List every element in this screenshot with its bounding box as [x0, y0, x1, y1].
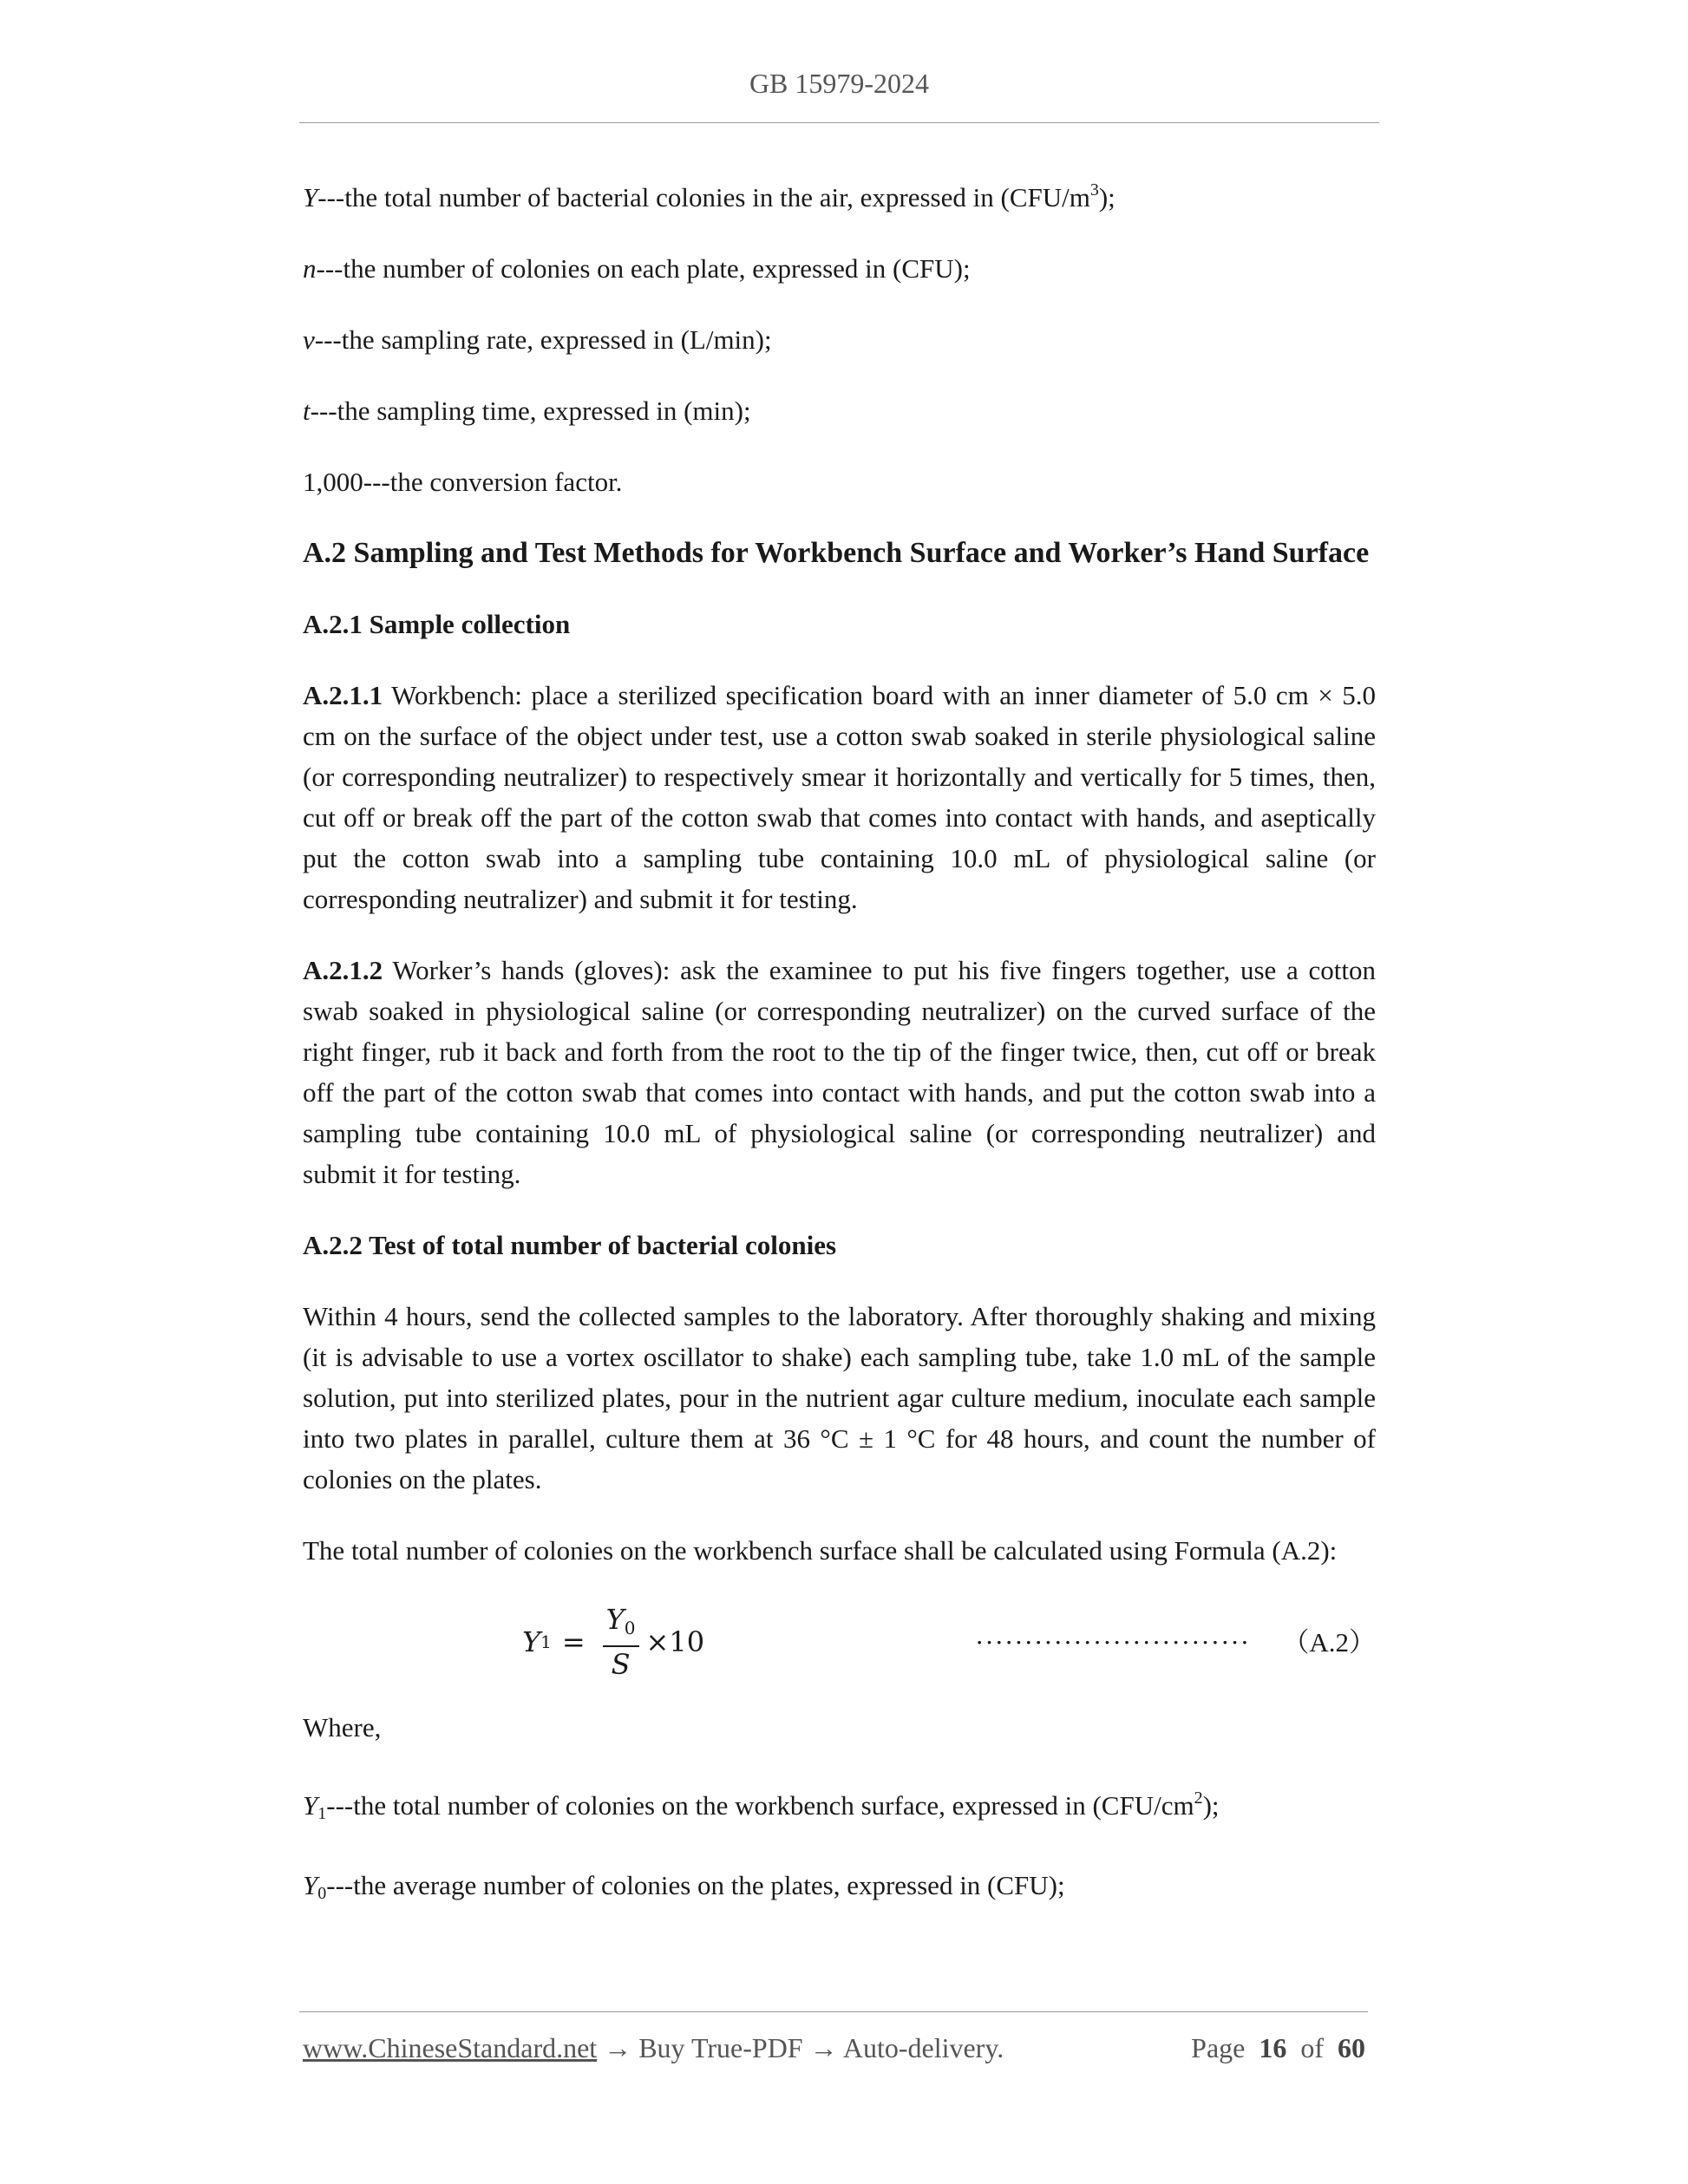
- page-number: 16: [1259, 2032, 1287, 2063]
- formula-expression: Y 1 = $\frac{Y_0}{S}$ ×10: [522, 1603, 705, 1681]
- header-divider: [299, 122, 1379, 123]
- definition-t: t---the sampling time, expressed in (min);: [303, 396, 751, 426]
- paragraph-formula-intro: The total number of colonies on the workbench surface shall be calculated using Formula (A.2):: [303, 1535, 1338, 1566]
- formula-a2: [303, 1601, 1376, 1683]
- definition-n: n---the number of colonies on each plate, expressed in (CFU);: [303, 253, 971, 284]
- section-heading-a2: A.2 Sampling and Test Methods for Workbench Surface and Worker’s Hand Surface: [303, 537, 1370, 569]
- footer-divider: [299, 2011, 1368, 2012]
- delivery-text: Auto-delivery.: [842, 2032, 1004, 2063]
- paragraph-a22: Within 4 hours, send the collected samples to the laboratory. After thoroughly shaking and mixing (it is advisable to use a vortex oscillator to shake) each sampling tube, take 1.0 mL of the sample solution, put into sterilized plates, pour in the nutrient agar culture medium, inoculate each sample into two plates in parallel, culture them at 36 °C ± 1 °C for 48 hours, and count the number of colonies on the plates.: [303, 1301, 1376, 1494]
- definition-conversion-factor: 1,000---the conversion factor.: [303, 467, 623, 497]
- buy-link[interactable]: Buy True-PDF: [638, 2032, 803, 2063]
- definition-y1: $Y_1--$-the total number of colonies on the workbench surface, expressed in $(CFU/cm^2)$;: [303, 1788, 1220, 1823]
- page-header: GB 15979-2024: [749, 68, 930, 99]
- definition-y0: $Y_0--$-the average number of colonies on the plates, expressed in (CFU);: [303, 1870, 1065, 1903]
- where-label: Where,: [303, 1712, 382, 1743]
- formula-leader-dots: ····························: [975, 1626, 1251, 1658]
- page-footer: www.ChineseStandard.net → Buy True-PDF → Auto-delivery. Page 16 of 60: [303, 2032, 1365, 2063]
- page-content: [303, 170, 1376, 1945]
- paragraph-a212: A.2.1.2 Worker’s hands (gloves): ask the examinee to put his five fingers together, use a cotton swab soaked in physiological saline (or corresponding neutralizer) on the curved surface of the right finger, rub it back and forth from the root to the tip of the finger twice, then, cut off or break off the part of the cotton swab that comes into contact with hands, and put the cotton swab into a sampling tube containing 10.0 mL of physiological saline (or corresponding neutralizer) and submit it for testing.: [303, 955, 1376, 1189]
- site-link[interactable]: www.ChineseStandard.net: [303, 2032, 598, 2063]
- formula-number: （A.2）: [1282, 1626, 1376, 1658]
- paragraph-a211: A.2.1.1 Workbench: place a sterilized specification board with an inner diameter of 5.0 cm × 5.0 cm on the surface of the object under test, use a cotton swab soaked in sterile physiological saline (or corresponding neutralizer) to respectively smear it horizontally and vertically for 5 times, then, cut off or break off the part of the cotton swab that comes into contact with hands, and aseptically put the cotton swab into a sampling tube containing 10.0 mL of physiological saline (or corresponding neutralizer) and submit it for testing.: [303, 680, 1376, 914]
- section-heading-a21: A.2.1 Sample collection: [303, 609, 571, 639]
- formula-fraction: $\frac{Y_0}{S}$: [603, 1602, 639, 1682]
- definition-v: v---the sampling rate, expressed in (L/min);: [303, 324, 772, 355]
- definition-y: Y---the total number of bacterial colonies in the air, expressed in $(CFU/m^3)$;: [303, 180, 1116, 213]
- section-heading-a22: A.2.2 Test of total number of bacterial colonies: [303, 1230, 837, 1260]
- page-total: 60: [1338, 2032, 1365, 2063]
- page-indicator: Page 16 of 60: [1191, 2032, 1365, 2063]
